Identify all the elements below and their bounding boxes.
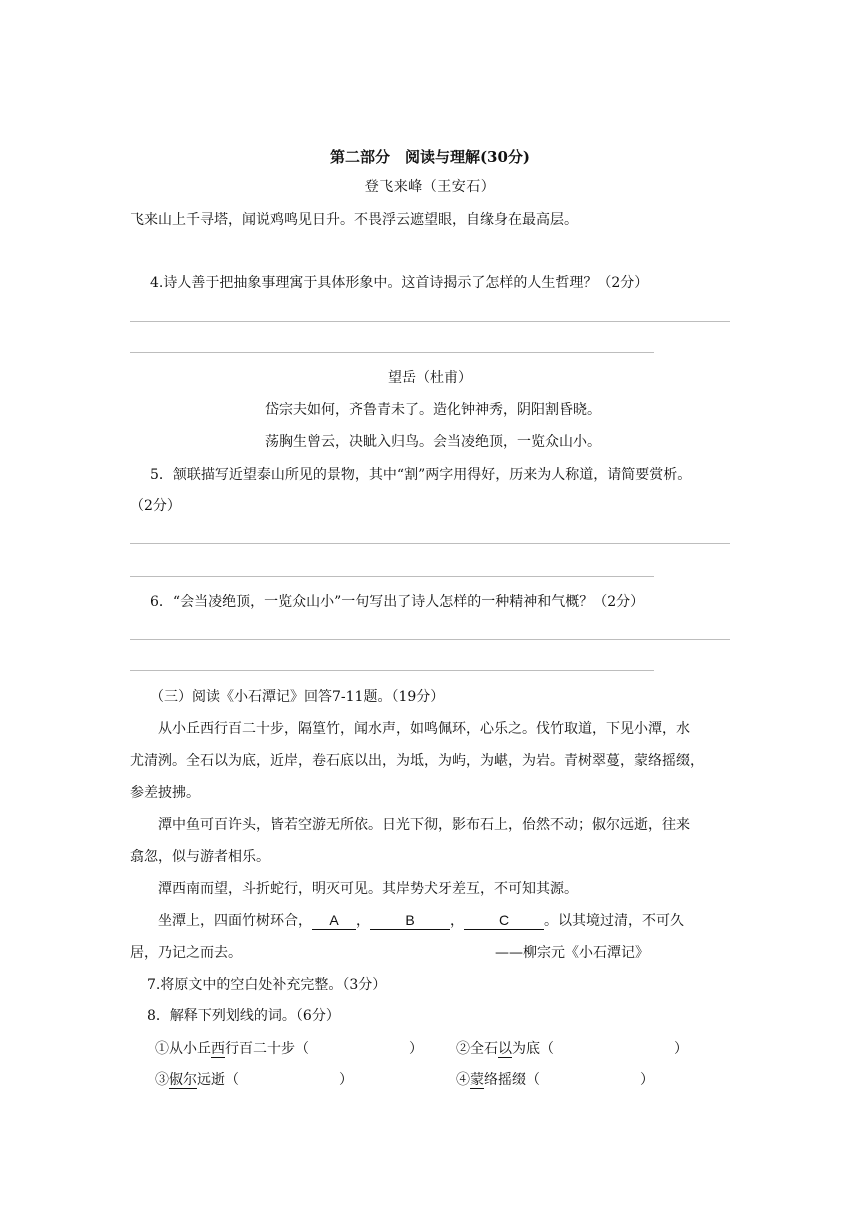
blank-b[interactable]: B [370, 911, 450, 930]
answer-line[interactable] [130, 321, 730, 322]
question-5-line-2: （2分） [130, 498, 181, 514]
poem1-text: 飞来山上千寻塔，闻说鸡鸣见日升。不畏浮云遮望眼，自缘身在最高层。 [130, 212, 578, 228]
q8-item-2: ②全石以为底（ ） [456, 1041, 688, 1057]
passage-p2-line-1: 潭中鱼可百许头，皆若空游无所依。日光下彻，影布石上，佁然不动；俶尔远逝，往来 [158, 817, 690, 833]
passage-p1-line-3: 参差披拂。 [130, 785, 200, 801]
blank-a[interactable]: A [312, 911, 356, 930]
passage-p3: 潭西南而望，斗折蛇行，明灭可见。其岸势犬牙差互，不可知其源。 [158, 881, 578, 897]
passage-p4-start: 坐潭上，四面竹树环合， [158, 913, 312, 929]
underlined-word: 俶尔 [169, 1072, 197, 1088]
question-5-line-1: 5．颔联描写近望泰山所见的景物，其中“割”两字用得好，历来为人称道，请简要赏析。 [150, 467, 692, 483]
answer-line[interactable] [130, 352, 654, 353]
part3-heading: （三）阅读《小石潭记》回答7-11题。（19分） [150, 689, 445, 705]
blank-c[interactable]: C [464, 911, 544, 930]
underlined-word: 西 [211, 1041, 225, 1057]
question-6: 6．“会当凌绝顶，一览众山小”一句写出了诗人怎样的一种精神和气概？（2分） [150, 594, 645, 610]
passage-p4-end: 。以其境过清，不可久 [544, 913, 684, 929]
underlined-word: 蒙 [470, 1072, 484, 1088]
passage-source: ——柳宗元《小石潭记》 [495, 945, 649, 961]
section-title: 第二部分 阅读与理解(30分) [329, 148, 531, 166]
question-7: 7.将原文中的空白处补充完整。（3分） [147, 977, 387, 993]
q8-item-4: ④蒙络摇缀（ ） [456, 1072, 654, 1088]
separator: ， [356, 913, 370, 929]
passage-p1-line-2: 尤清洌。全石以为底，近岸，卷石底以出，为坻，为屿，为嵁，为岩。青树翠蔓，蒙络摇缀， [130, 753, 704, 769]
poem2-line-2: 荡胸生曾云，决眦入归鸟。会当凌绝顶，一览众山小。 [265, 434, 601, 450]
poem2-line-1: 岱宗夫如何，齐鲁青未了。造化钟神秀，阴阳割昏晓。 [265, 402, 601, 418]
separator: ， [450, 913, 464, 929]
passage-p4-line-1 [158, 911, 684, 931]
passage-p1-line-1: 从小丘西行百二十步，隔篁竹，闻水声，如鸣佩环，心乐之。伐竹取道，下见小潭，水 [158, 721, 690, 737]
passage-p2-line-2: 翕忽，似与游者相乐。 [130, 849, 270, 865]
poem2-title: 望岳（杜甫） [388, 370, 472, 386]
passage-p4-line-2: 居，乃记之而去。 [130, 945, 242, 961]
poem1-title: 登飞来峰（王安石） [364, 179, 496, 195]
answer-line[interactable] [130, 670, 654, 671]
q8-item-1: ①从小丘西行百二十步（ ） [155, 1041, 423, 1057]
answer-line[interactable] [130, 639, 730, 640]
answer-line[interactable] [130, 576, 654, 577]
question-4: 4.诗人善于把抽象事理寓于具体形象中。这首诗揭示了怎样的人生哲理？（2分） [150, 275, 649, 291]
question-8: 8．解释下列划线的词。（6分） [147, 1008, 340, 1024]
underlined-word: 以 [498, 1041, 512, 1057]
q8-item-3: ③俶尔远逝（ ） [155, 1072, 353, 1088]
answer-line[interactable] [130, 543, 730, 544]
